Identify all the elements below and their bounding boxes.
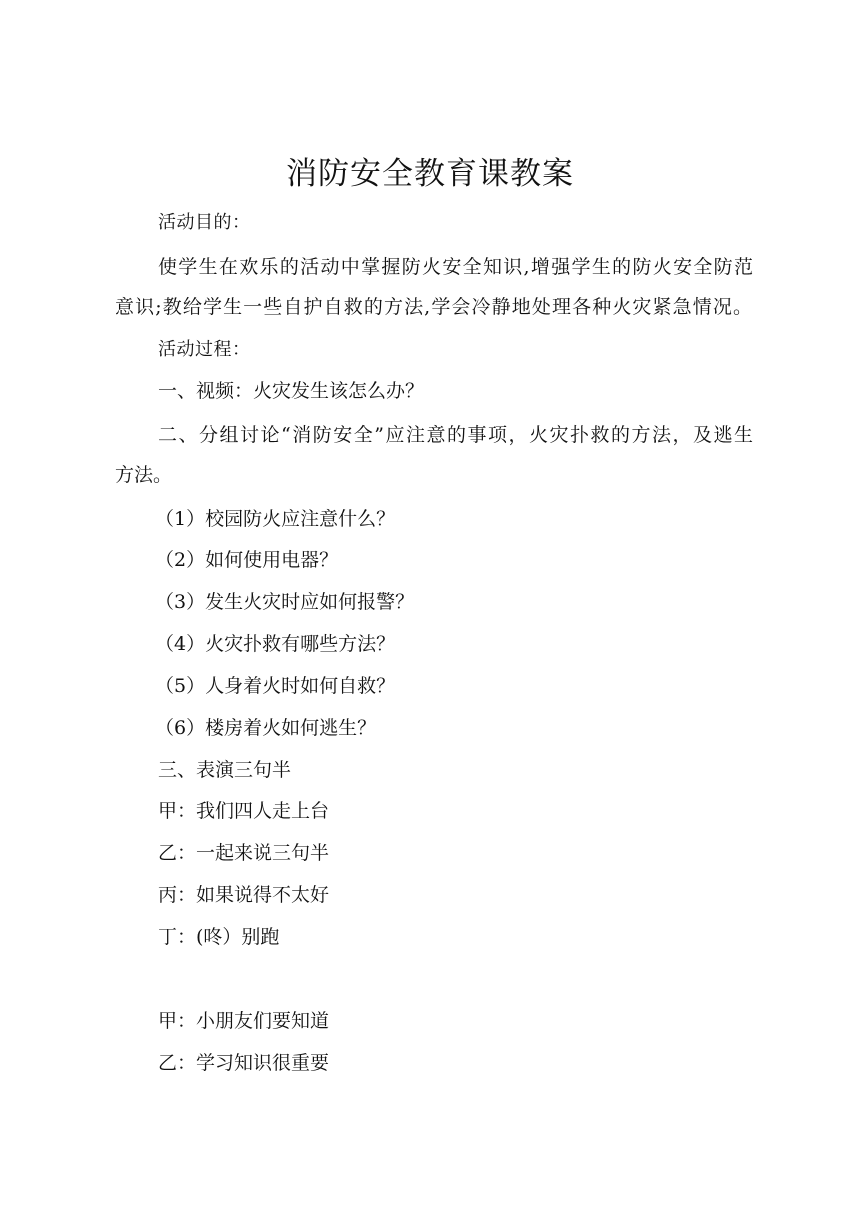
step-performance: 三、表演三句半 <box>158 759 292 781</box>
purpose-heading: 活动目的： <box>158 212 251 233</box>
step-video: 一、视频：火灾发生该怎么办？ <box>158 380 425 402</box>
document-title: 消防安全教育课教案 <box>286 156 574 192</box>
question-1: （1）校园防火应注意什么？ <box>155 508 396 530</box>
performance-line-6: 乙：学习知识很重要 <box>158 1052 330 1074</box>
step-discussion-line-2: 方法。 <box>115 464 173 486</box>
question-3: （3）发生火灾时应如何报警？ <box>155 591 415 613</box>
purpose-paragraph-line-2: 意识;教给学生一些自护自救的方法,学会冷静地处理各种火灾紧急情况。 <box>115 296 752 318</box>
performance-line-2: 乙：一起来说三句半 <box>158 842 330 864</box>
question-5: （5）人身着火时如何自救？ <box>155 675 396 697</box>
performance-line-4: 丁：(咚）别跑 <box>158 926 280 948</box>
question-2: （2）如何使用电器？ <box>155 549 339 571</box>
process-heading: 活动过程： <box>158 339 251 360</box>
performance-line-5: 甲：小朋友们要知道 <box>158 1010 330 1032</box>
question-4: （4）火灾扑救有哪些方法？ <box>155 633 396 655</box>
question-6: （6）楼房着火如何逃生？ <box>155 717 377 739</box>
purpose-paragraph-line-1: 使学生在欢乐的活动中掌握防火安全知识,增强学生的防火安全防范 <box>158 256 753 278</box>
performance-line-3: 丙：如果说得不太好 <box>158 884 330 906</box>
performance-line-1: 甲：我们四人走上台 <box>158 800 330 822</box>
step-discussion-line-1: 二、分组讨论“消防安全”应注意的事项，火灾扑救的方法，及逃生 <box>158 424 753 446</box>
